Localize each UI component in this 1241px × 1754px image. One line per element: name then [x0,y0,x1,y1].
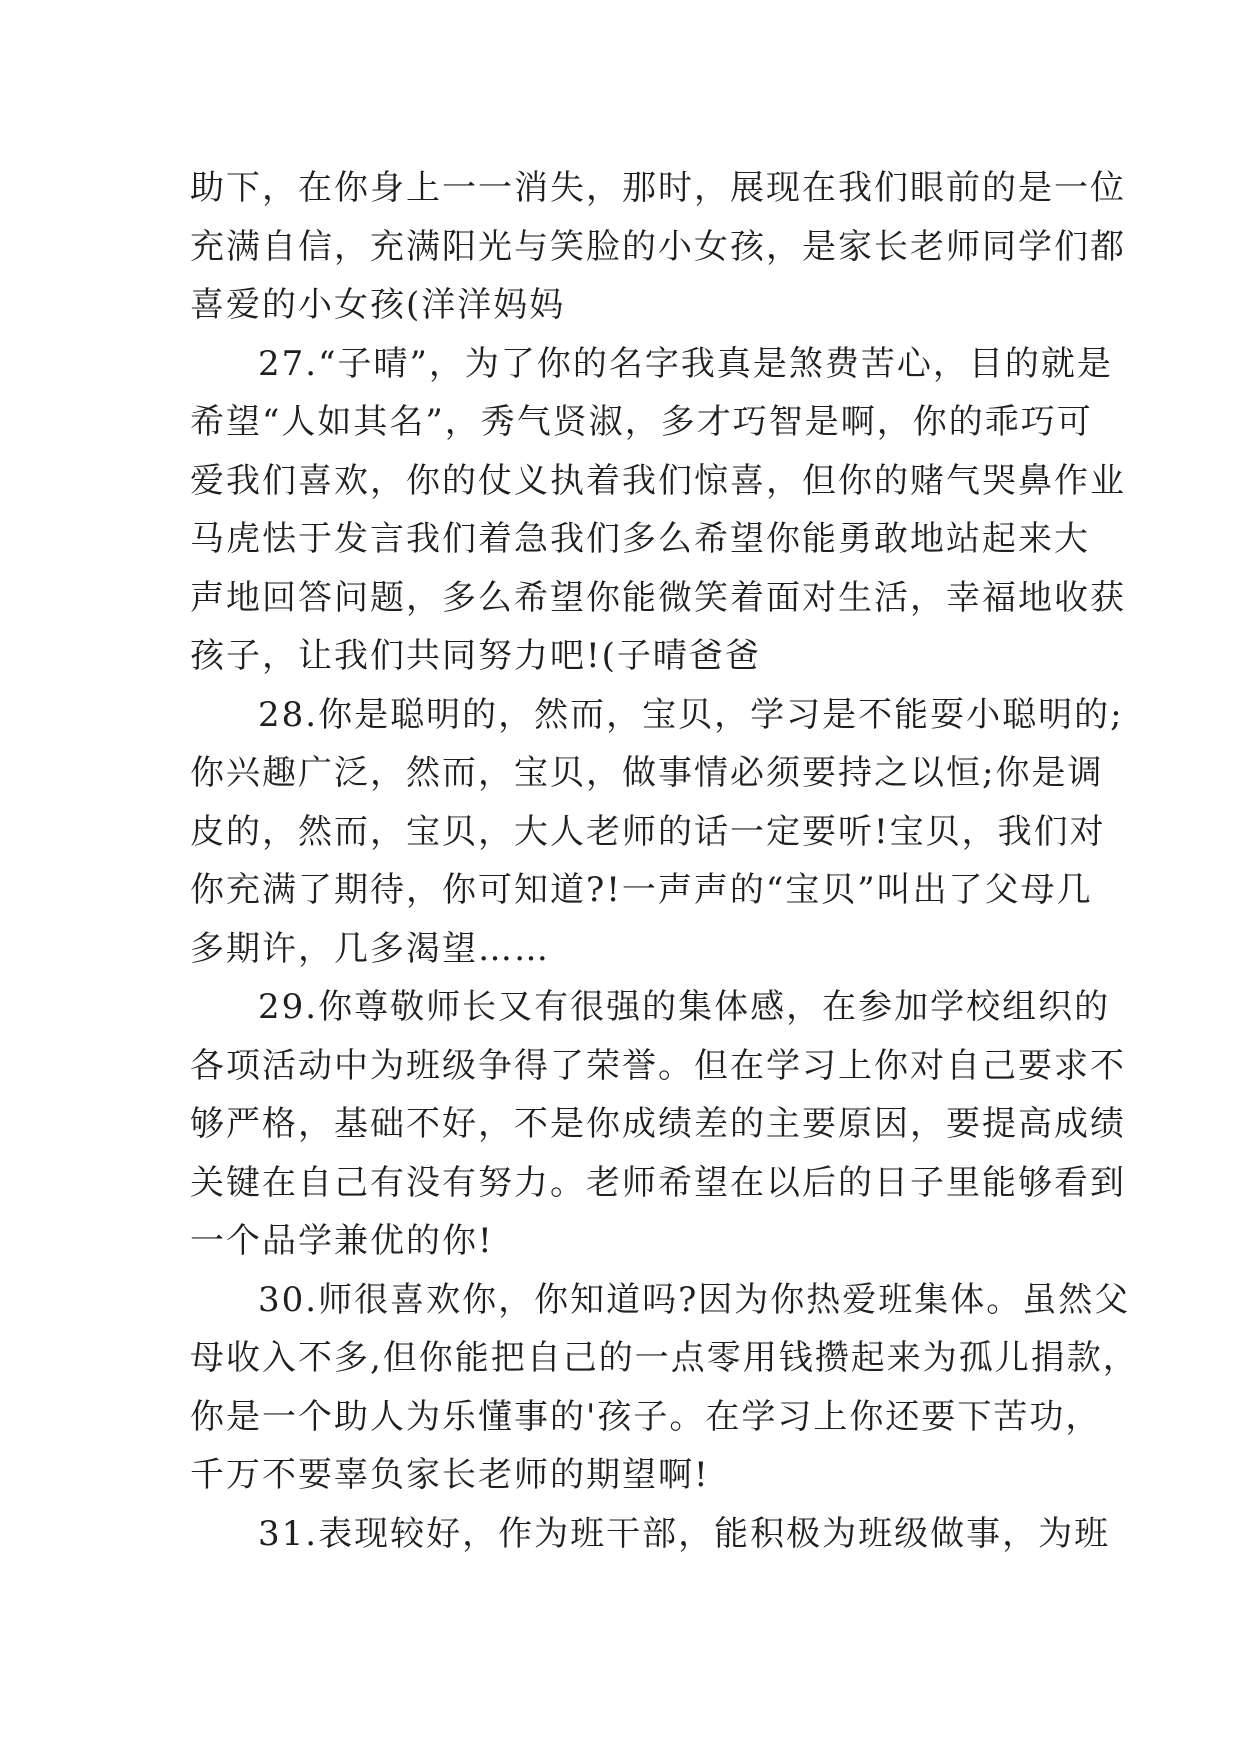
text-line: 31.表现较好，作为班干部，能积极为班级做事，为班 [258,1513,1111,1554]
text-line: 29.你尊敬师长又有很强的集体感，在参加学校组织的 [258,987,1111,1027]
paragraph-29 [190,978,1126,1271]
text-line: 马虎怯于发言我们着急我们多么希望你能勇敢地站起来大 [190,519,1090,559]
text-line: 喜爱的小女孩(洋洋妈妈 [190,285,566,325]
text-line: 母收入不多,但你能把自己的一点零用钱攒起来为孤儿捐款， [190,1338,1139,1378]
paragraph-30 [190,1271,1139,1505]
text-line: 28.你是聪明的，然而，宝贝，学习是不能耍小聪明的; [258,694,1124,735]
text-line: 你是一个助人为乐懂事的'孩子。在学习上你还要下苦功， [190,1396,1102,1437]
text-line: 皮的，然而，宝贝，大人老师的话一定要听!宝贝，我们对 [190,811,1106,852]
paragraph-28 [190,686,1124,979]
text-line: 助下，在你身上一一消失，那时，展现在我们眼前的是一位 [190,168,1126,208]
text-line: 你兴趣广泛，然而，宝贝，做事情必须要持之以恒;你是调 [190,753,1104,793]
text-line: 30.师很喜欢你，你知道吗?因为你热爱班集体。虽然父 [258,1279,1131,1320]
text-line: 声地回答问题，多么希望你能微笑着面对生活，幸福地收获 [190,577,1126,618]
text-line: 你充满了期待，你可知道?!一声声的“宝贝”叫出了父母几 [190,870,1093,910]
text-line: 关键在自己有没有努力。老师希望在以后的日子里能够看到 [190,1162,1126,1203]
text-line: 各项活动中为班级争得了荣誉。但在学习上你对自己要求不 [190,1045,1126,1086]
paragraph-26-continuation [190,159,1126,335]
text-line: 孩子，让我们共同努力吧!(子晴爸爸 [190,636,761,676]
text-line: 千万不要辜负家长老师的期望啊! [190,1455,710,1495]
text-line: 希望“人如其名”，秀气贤淑，多才巧智是啊，你的乖巧可 [190,402,1093,442]
text-line: 27.“子晴”，为了你的名字我真是煞费苦心，目的就是 [258,343,1113,384]
text-line: 多期许，几多渴望…… [190,928,550,969]
paragraph-27 [190,335,1126,686]
text-line: 爱我们喜欢，你的仗义执着我们惊喜，但你的赌气哭鼻作业 [190,460,1126,501]
text-line: 够严格，基础不好，不是你成绩差的主要原因，要提高成绩 [190,1104,1126,1144]
document-body [190,159,1139,1563]
text-line: 充满自信，充满阳光与笑脸的小女孩，是家长老师同学们都 [190,226,1126,267]
paragraph-31 [190,1505,1111,1564]
text-line: 一个品学兼优的你! [190,1221,494,1261]
